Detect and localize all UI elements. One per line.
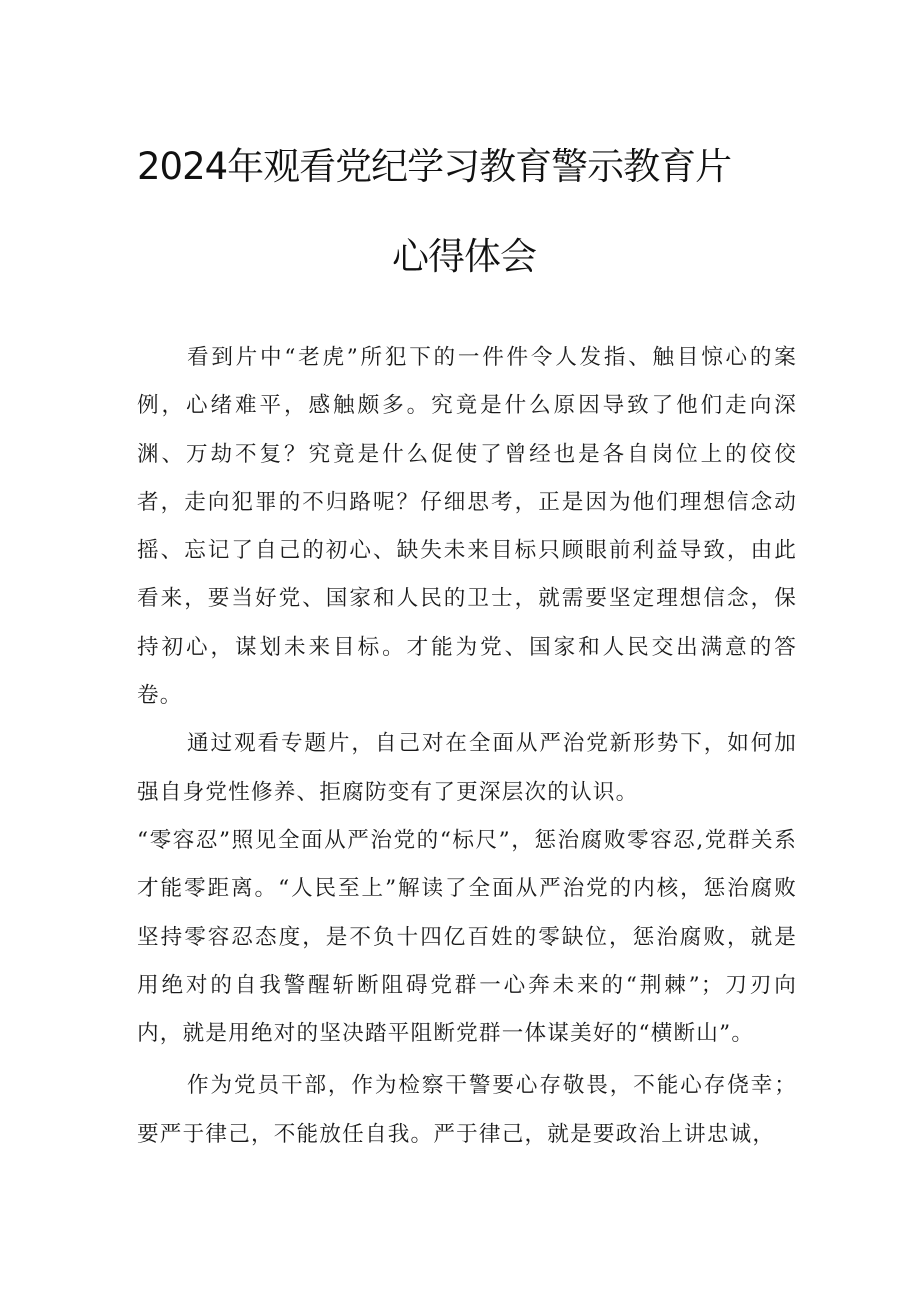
body-paragraph-4: 作为党员干部，作为检察干警要心存敬畏，不能心存侥幸；要严于律己，不能放任自我。严于律己，就是要政治上讲忠诚， <box>137 1073 797 1147</box>
document-body <box>137 334 797 1159</box>
body-paragraph-3: “零容忍”照见全面从严治党的“标尺”，惩治腐败零容忍,党群关系才能零距离。“人民至上”解读了全面从严治党的内核，惩治腐败坚持零容忍态度，是不负十四亿百姓的零缺位，惩治腐败，就是用绝对的自我警醒斩断阻碍党群一心奔未来的“荆棘”；刀刃向内，就是用绝对的坚决踏平阻断党群一体谋美好的“横断山”。 <box>137 827 797 1047</box>
document-title-line-1: 2024年观看党纪学习教育警示教育片 <box>137 145 732 188</box>
body-paragraph-1: 看到片中“老虎”所犯下的一件件令人发指、触目惊心的案例，心绪难平，感触颇多。究竟是什么原因导致了他们走向深渊、万劫不复？究竟是什么促使了曾经也是各自岗位上的佼佼者，走向犯罪的不归路呢？仔细思考，正是因为他们理想信念动摇、忘记了自己的初心、缺失未来目标只顾眼前利益导致，由此看来，要当好党、国家和人民的卫士，就需要坚定理想信念，保持初心，谋划未来目标。才能为党、国家和人民交出满意的答卷。 <box>137 345 797 709</box>
document-title-line-2: 心得体会 <box>392 235 536 278</box>
body-paragraph-2: 通过观看专题片，自己对在全面从严治党新形势下，如何加强自身党性修养、拒腐防变有了更深层次的认识。 <box>137 731 797 805</box>
